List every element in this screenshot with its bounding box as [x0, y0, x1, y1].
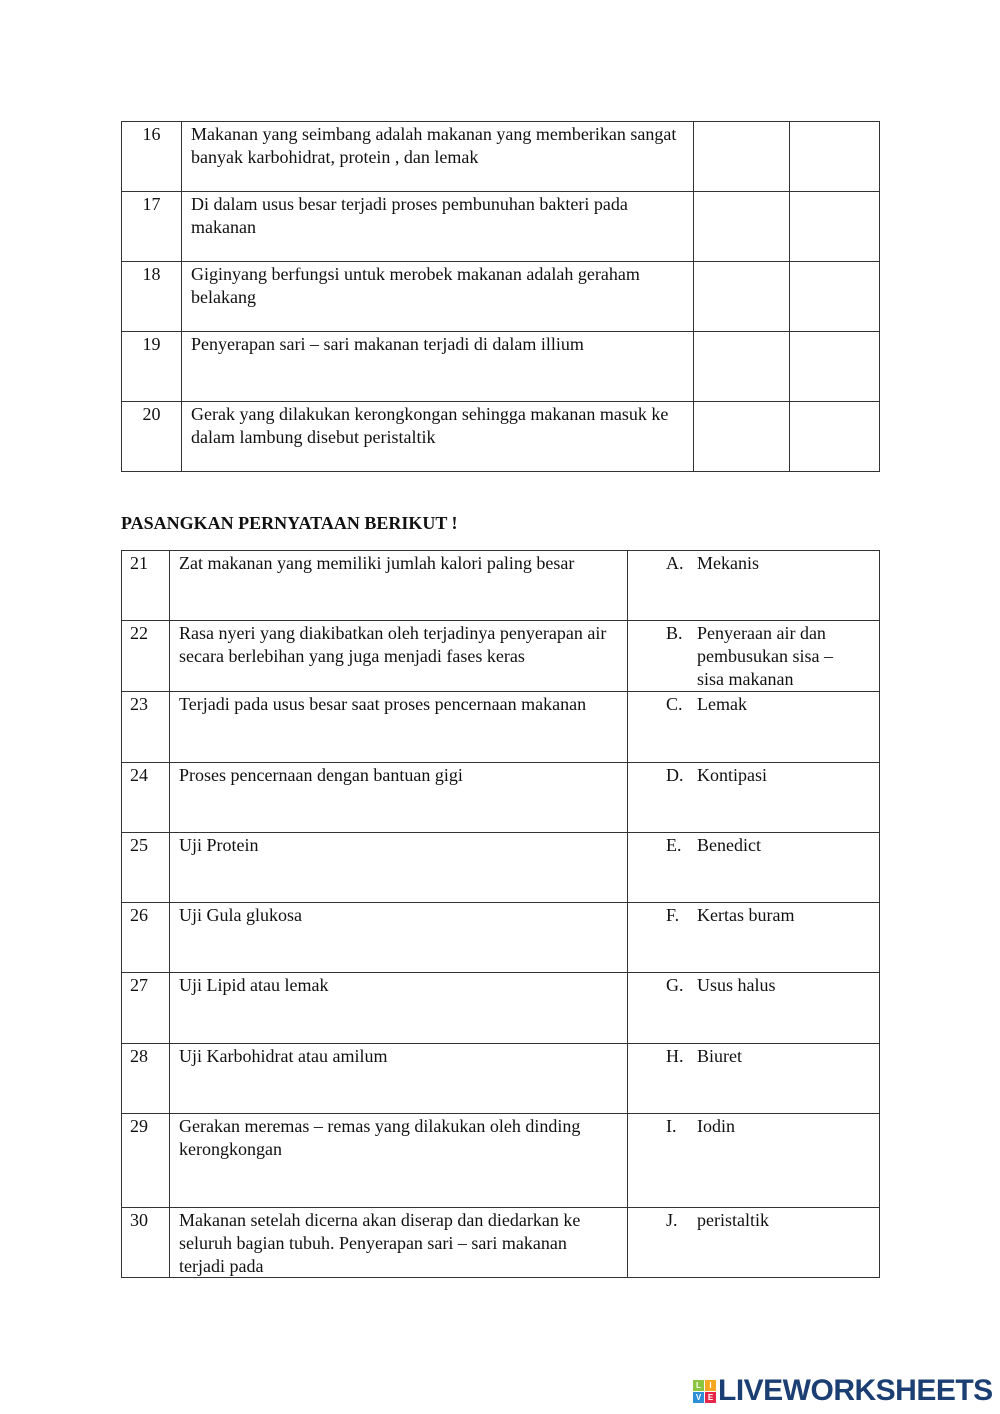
statement-text: Penyerapan sari – sari makanan terjadi di dalam illium — [181, 332, 693, 401]
logo-text: LIVEWORKSHEETS — [718, 1374, 993, 1407]
answer-box-true[interactable] — [693, 122, 789, 191]
option-text: Usus halus — [697, 975, 776, 995]
question-number: 16 — [142, 124, 161, 144]
option-letter: G. — [666, 975, 684, 995]
question-number: 19 — [142, 334, 161, 354]
statement-text: Proses pencernaan dengan bantuan gigi — [169, 763, 627, 832]
badge-letter: I — [705, 1380, 716, 1391]
answer-box-false[interactable] — [789, 262, 879, 331]
statement-text: Di dalam usus besar terjadi proses pembunuhan bakteri pada makanan — [181, 192, 693, 261]
answer-box-false[interactable] — [789, 402, 879, 471]
answer-box-true[interactable] — [693, 262, 789, 331]
section-heading: PASANGKAN PERNYATAAN BERIKUT ! — [121, 513, 458, 533]
option-letter: I. — [666, 1116, 677, 1136]
answer-option[interactable] — [627, 903, 879, 972]
answer-option[interactable] — [627, 551, 879, 620]
answer-box-false[interactable] — [789, 332, 879, 401]
statement-text: Rasa nyeri yang diakibatkan oleh terjadinya penyerapan air secara berlebihan yang juga menjadi fases keras — [169, 621, 627, 691]
statement-text: Uji Karbohidrat atau amilum — [169, 1044, 627, 1113]
statement-text: Makanan yang seimbang adalah makanan yang memberikan sangat banyak karbohidrat, protein , dan lemak — [181, 122, 693, 191]
question-number: 22 — [130, 623, 148, 643]
question-number: 23 — [130, 694, 148, 714]
option-letter: F. — [666, 905, 680, 925]
question-number: 28 — [130, 1046, 148, 1066]
option-letter: D. — [666, 765, 684, 785]
option-text: peristaltik — [697, 1210, 769, 1230]
true-false-table — [121, 121, 880, 472]
table-row — [122, 262, 879, 332]
question-number: 18 — [142, 264, 161, 284]
option-text: Penyeraan air dan pembusukan sisa – sisa makanan — [697, 623, 833, 689]
table-row — [122, 551, 879, 621]
table-row — [122, 192, 879, 262]
answer-option[interactable] — [627, 621, 879, 691]
answer-box-false[interactable] — [789, 192, 879, 261]
question-number: 21 — [130, 553, 148, 573]
statement-text: Terjadi pada usus besar saat proses pencernaan makanan — [169, 692, 627, 762]
answer-option[interactable] — [627, 692, 879, 762]
option-letter: J. — [666, 1210, 678, 1230]
badge-letter: V — [693, 1392, 704, 1403]
option-letter: E. — [666, 835, 682, 855]
table-row — [122, 621, 879, 692]
question-number: 17 — [142, 194, 161, 214]
option-letter: H. — [666, 1046, 684, 1066]
table-row — [122, 973, 879, 1044]
statement-text: Uji Lipid atau lemak — [169, 973, 627, 1043]
statement-text: Gerak yang dilakukan kerongkongan sehingga makanan masuk ke dalam lambung disebut peristaltik — [181, 402, 693, 471]
matching-table — [121, 550, 880, 1278]
table-row — [122, 903, 879, 973]
option-text: Benedict — [697, 835, 761, 855]
answer-box-true[interactable] — [693, 192, 789, 261]
option-text: Lemak — [697, 694, 747, 714]
table-row — [122, 1044, 879, 1114]
option-text: Iodin — [697, 1116, 735, 1136]
table-row — [122, 402, 879, 472]
live-badge-icon — [693, 1380, 716, 1403]
question-number: 20 — [142, 404, 161, 424]
answer-option[interactable] — [627, 1114, 879, 1207]
option-letter: B. — [666, 623, 683, 643]
statement-text: Giginyang berfungsi untuk merobek makanan adalah geraham belakang — [181, 262, 693, 331]
option-text: Kontipasi — [697, 765, 767, 785]
answer-option[interactable] — [627, 833, 879, 902]
question-number: 26 — [130, 905, 148, 925]
statement-text: Makanan setelah dicerna akan diserap dan diedarkan ke seluruh bagian tubuh. Penyerapan sari – sari makanan terjadi pada — [169, 1208, 627, 1277]
table-row — [122, 1114, 879, 1208]
badge-letter: L — [693, 1380, 704, 1391]
table-row — [122, 763, 879, 833]
question-number: 25 — [130, 835, 148, 855]
table-row — [122, 332, 879, 402]
answer-box-true[interactable] — [693, 332, 789, 401]
option-text: Kertas buram — [697, 905, 795, 925]
answer-box-true[interactable] — [693, 402, 789, 471]
option-text: Biuret — [697, 1046, 742, 1066]
badge-letter: E — [705, 1392, 716, 1403]
question-number: 29 — [130, 1116, 148, 1136]
table-row — [122, 122, 879, 192]
table-row — [122, 833, 879, 903]
answer-option[interactable] — [627, 1208, 879, 1277]
answer-option[interactable] — [627, 763, 879, 832]
option-text: Mekanis — [697, 553, 759, 573]
option-letter: C. — [666, 694, 683, 714]
answer-option[interactable] — [627, 1044, 879, 1113]
liveworksheets-logo — [693, 1374, 993, 1408]
question-number: 24 — [130, 765, 148, 785]
option-letter: A. — [666, 553, 684, 573]
statement-text: Uji Protein — [169, 833, 627, 902]
question-number: 30 — [130, 1210, 148, 1230]
answer-option[interactable] — [627, 973, 879, 1043]
table-row — [122, 1208, 879, 1278]
question-number: 27 — [130, 975, 148, 995]
statement-text: Zat makanan yang memiliki jumlah kalori paling besar — [169, 551, 627, 620]
statement-text: Uji Gula glukosa — [169, 903, 627, 972]
answer-box-false[interactable] — [789, 122, 879, 191]
statement-text: Gerakan meremas – remas yang dilakukan oleh dinding kerongkongan — [169, 1114, 627, 1207]
table-row — [122, 692, 879, 763]
